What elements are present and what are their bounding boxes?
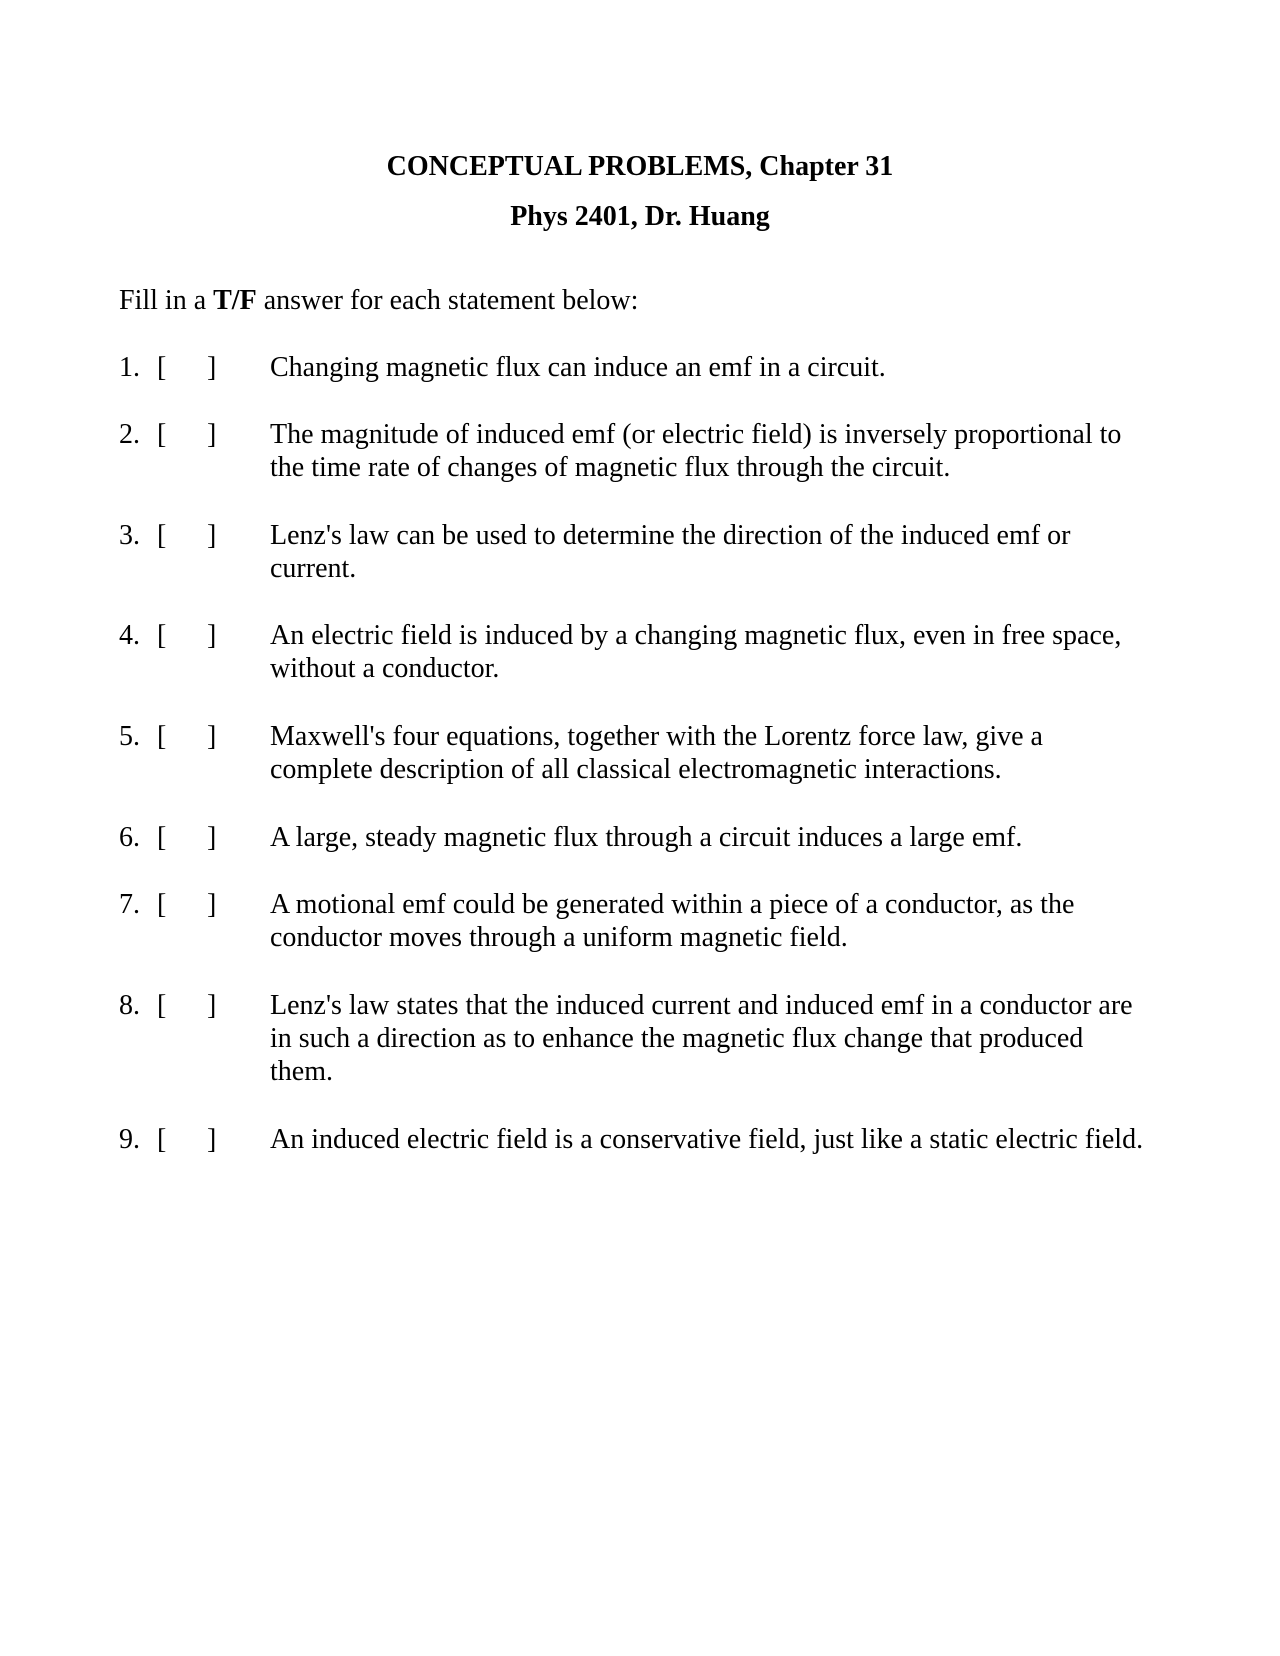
- question-text: A large, steady magnetic flux through a circuit induces a large emf.: [270, 822, 1023, 853]
- question-text: An electric field is induced by a changing magnetic flux, even in free space, without a conductor.: [270, 620, 1122, 684]
- question-text: Maxwell's four equations, together with the Lorentz force law, give a complete description of all classical electromagnetic interactions.: [270, 721, 1043, 785]
- question-text: An induced electric field is a conservative field, just like a static electric field.: [270, 1124, 1144, 1155]
- page-title: CONCEPTUAL PROBLEMS, Chapter 31: [386, 151, 894, 182]
- instruction-prefix: Fill in a: [119, 285, 214, 316]
- answer-box[interactable]: [157, 989, 217, 1023]
- answer-box-close: ]: [207, 889, 217, 920]
- answer-box-open: [: [157, 990, 167, 1021]
- answer-box-close: ]: [207, 620, 217, 651]
- instruction-emphasis: T/F: [213, 285, 257, 316]
- answer-box-open: [: [157, 620, 167, 651]
- answer-box[interactable]: [157, 1123, 217, 1157]
- answer-box-open: [: [157, 822, 167, 853]
- answer-box[interactable]: [157, 418, 217, 452]
- answer-box-open: [: [157, 1124, 167, 1155]
- question-text: The magnitude of induced emf (or electric field) is inversely proportional to the time rate of changes of magnetic flux through the circuit.: [270, 419, 1122, 483]
- question-text: Lenz's law can be used to determine the direction of the induced emf or current.: [270, 520, 1071, 584]
- answer-box-close: ]: [207, 822, 217, 853]
- answer-box[interactable]: [157, 351, 217, 385]
- question-number: 8.: [119, 990, 140, 1021]
- question-text: Changing magnetic flux can induce an emf in a circuit.: [270, 352, 886, 383]
- answer-box-close: ]: [207, 990, 217, 1021]
- question-number: 2.: [119, 419, 140, 450]
- answer-box[interactable]: [157, 720, 217, 754]
- answer-box-close: ]: [207, 352, 217, 383]
- course-subtitle: Phys 2401, Dr. Huang: [510, 201, 770, 232]
- question-text: Lenz's law states that the induced current and induced emf in a conductor are in such a direction as to enhance the magnetic flux change that produced them.: [270, 990, 1133, 1087]
- answer-box[interactable]: [157, 519, 217, 553]
- question-text: A motional emf could be generated within a piece of a conductor, as the conductor moves through a uniform magnetic field.: [270, 889, 1075, 953]
- answer-box-open: [: [157, 889, 167, 920]
- answer-box-close: ]: [207, 721, 217, 752]
- answer-box[interactable]: [157, 821, 217, 855]
- answer-box-open: [: [157, 520, 167, 551]
- answer-box[interactable]: [157, 888, 217, 922]
- answer-box-close: ]: [207, 419, 217, 450]
- answer-box-close: ]: [207, 520, 217, 551]
- answer-box-open: [: [157, 721, 167, 752]
- question-number: 3.: [119, 520, 140, 551]
- instruction-text: [119, 284, 638, 318]
- answer-box-open: [: [157, 352, 167, 383]
- answer-box-open: [: [157, 419, 167, 450]
- question-number: 4.: [119, 620, 140, 651]
- answer-box[interactable]: [157, 619, 217, 653]
- question-number: 1.: [119, 352, 140, 383]
- question-number: 9.: [119, 1124, 140, 1155]
- answer-box-close: ]: [207, 1124, 217, 1155]
- question-number: 6.: [119, 822, 140, 853]
- question-number: 5.: [119, 721, 140, 752]
- instruction-suffix: answer for each statement below:: [256, 285, 639, 316]
- question-number: 7.: [119, 889, 140, 920]
